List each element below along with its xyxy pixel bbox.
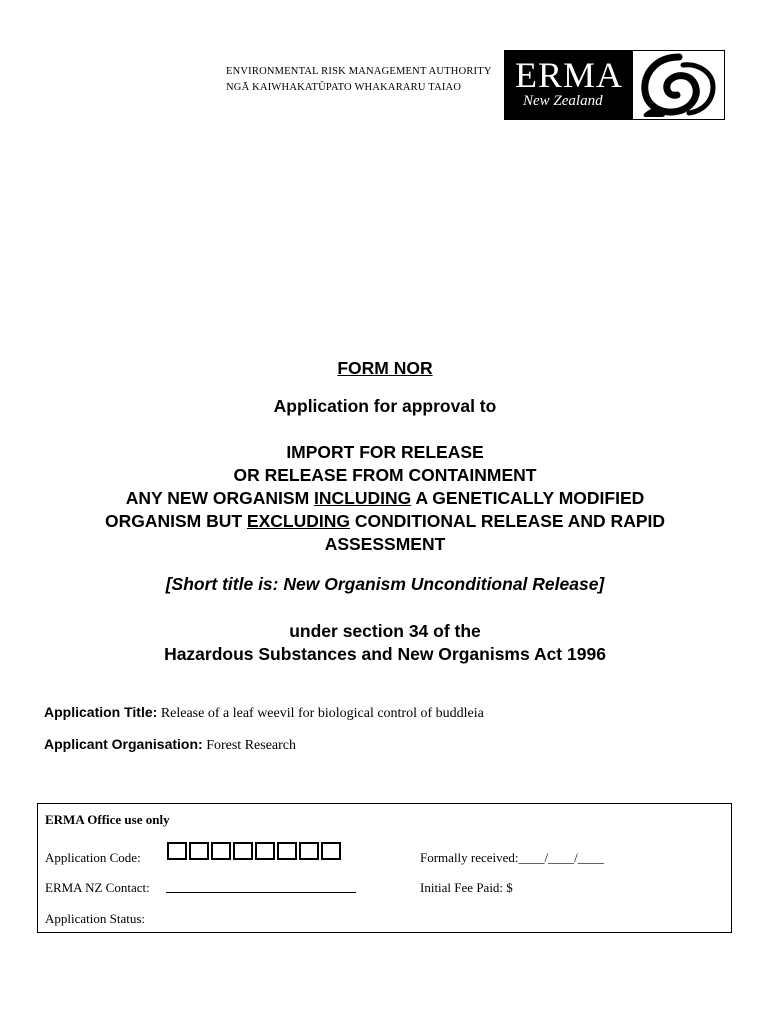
code-box[interactable] <box>233 842 253 860</box>
office-use-heading: ERMA Office use only <box>45 812 170 827</box>
erma-contact-label: ERMA NZ Contact: <box>45 880 150 895</box>
applicant-organisation-field <box>44 736 296 754</box>
code-box[interactable] <box>189 842 209 860</box>
legal-section <box>0 620 770 666</box>
code-box[interactable] <box>211 842 231 860</box>
erma-logo <box>504 50 725 120</box>
application-type-block <box>0 441 770 556</box>
application-title-value: Release of a leaf weevil for biological control of buddleia <box>160 706 484 721</box>
short-title: [Short title is: New Organism Unconditional Release] <box>165 574 605 594</box>
approval-heading: Application for approval to <box>273 396 497 416</box>
applicant-organisation-label: Applicant Organisation: <box>44 736 203 752</box>
application-title-label: Application Title: <box>44 704 158 720</box>
application-code-boxes[interactable] <box>167 842 341 860</box>
application-title-field <box>44 704 484 722</box>
code-box[interactable] <box>321 842 341 860</box>
section-line-1: under section 34 of the <box>289 621 481 641</box>
erma-contact-input-line[interactable] <box>166 892 356 893</box>
code-box[interactable] <box>167 842 187 860</box>
logo-subtext: New Zealand <box>523 93 603 109</box>
section-line-2: Hazardous Substances and New Organisms Act 1996 <box>164 644 606 664</box>
logo-text: ERMA <box>515 55 624 95</box>
code-box[interactable] <box>299 842 319 860</box>
form-title: FORM NOR <box>337 358 433 378</box>
type-line-4: ORGANISM BUT EXCLUDING CONDITIONAL RELEASE AND RAPID <box>104 511 666 531</box>
type-line-3: ANY NEW ORGANISM INCLUDING A GENETICALLY MODIFIED <box>125 488 645 508</box>
code-box[interactable] <box>277 842 297 860</box>
office-use-box <box>37 803 732 933</box>
code-box[interactable] <box>255 842 275 860</box>
type-line-5: ASSESSMENT <box>324 534 446 554</box>
koru-icon <box>633 51 725 119</box>
authority-name-en: ENVIRONMENTAL RISK MANAGEMENT AUTHORITY <box>226 66 492 77</box>
authority-name <box>226 64 492 96</box>
authority-name-mi: NGĀ KAIWHAKATŪPATO WHAKARARU TAIAO <box>226 82 462 93</box>
application-status-label: Application Status: <box>45 911 146 926</box>
initial-fee-field[interactable]: Initial Fee Paid: $ <box>420 880 513 895</box>
logo-black-panel <box>505 51 633 119</box>
type-line-2: OR RELEASE FROM CONTAINMENT <box>233 465 537 485</box>
type-line-1: IMPORT FOR RELEASE <box>286 442 484 462</box>
formally-received-field[interactable]: Formally received:____/____/____ <box>420 850 604 865</box>
applicant-organisation-value: Forest Research <box>206 738 296 753</box>
application-code-label: Application Code: <box>45 850 141 865</box>
